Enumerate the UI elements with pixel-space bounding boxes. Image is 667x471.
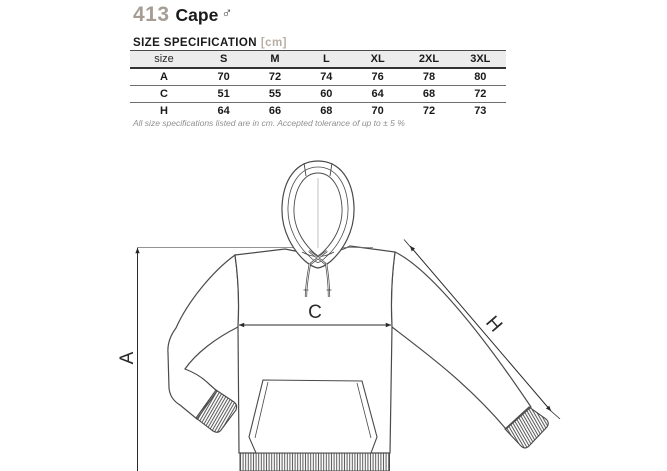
cell-a-s: 70 — [217, 71, 230, 83]
pocket-outline — [249, 380, 377, 453]
column-header-3xl: 3XL — [470, 53, 491, 65]
column-header-xl: XL — [370, 53, 385, 65]
cell-a-l: 74 — [320, 71, 333, 83]
male-gender-icon: ♂ — [221, 5, 233, 22]
cell-c-2xl: 68 — [422, 88, 436, 100]
column-header-size: size — [154, 53, 174, 65]
cell-h-s: 64 — [217, 105, 230, 117]
column-header-l: L — [322, 53, 330, 65]
column-header-2xl: 2XL — [418, 53, 440, 65]
cell-a-3xl: 80 — [474, 71, 487, 83]
cell-h-xl: 70 — [371, 105, 384, 117]
cell-h-2xl: 72 — [422, 105, 436, 117]
column-header-s: S — [219, 53, 228, 65]
tolerance-note: All size specifications listed are in cm. Accepted tolerance of up to ± 5 % — [133, 118, 405, 128]
cell-c-3xl: 72 — [474, 88, 487, 100]
label-c: C — [308, 302, 322, 323]
left-sleeve — [168, 255, 239, 432]
left-sleeve-outline — [168, 255, 239, 419]
cell-h-3xl: 73 — [474, 105, 487, 117]
cell-h-m: 66 — [268, 105, 282, 117]
cell-c-l: 60 — [320, 88, 333, 100]
label-h: H — [481, 312, 507, 337]
row-label-c: C — [160, 88, 168, 100]
row-label-a: A — [160, 71, 168, 83]
kangaroo-pocket — [249, 380, 377, 453]
label-a: A — [117, 351, 138, 365]
unit-label: [cm] — [260, 37, 287, 49]
cell-a-m: 72 — [268, 71, 282, 83]
right-sleeve — [391, 252, 548, 448]
product-name: Cape — [175, 5, 219, 25]
row-label-h: H — [160, 105, 168, 117]
column-header-m: M — [270, 53, 280, 65]
hem-ribbing — [240, 453, 390, 471]
cell-c-m: 55 — [268, 88, 282, 100]
cell-a-2xl: 78 — [422, 71, 436, 83]
product-number: 413 — [133, 3, 170, 26]
cell-h-l: 68 — [320, 105, 333, 117]
cell-c-xl: 64 — [371, 88, 384, 100]
cell-c-s: 51 — [217, 88, 230, 100]
size-spec-heading-text: SIZE SPECIFICATION — [133, 37, 257, 49]
right-sleeve-outline — [391, 252, 531, 429]
cell-a-xl: 76 — [371, 71, 384, 83]
